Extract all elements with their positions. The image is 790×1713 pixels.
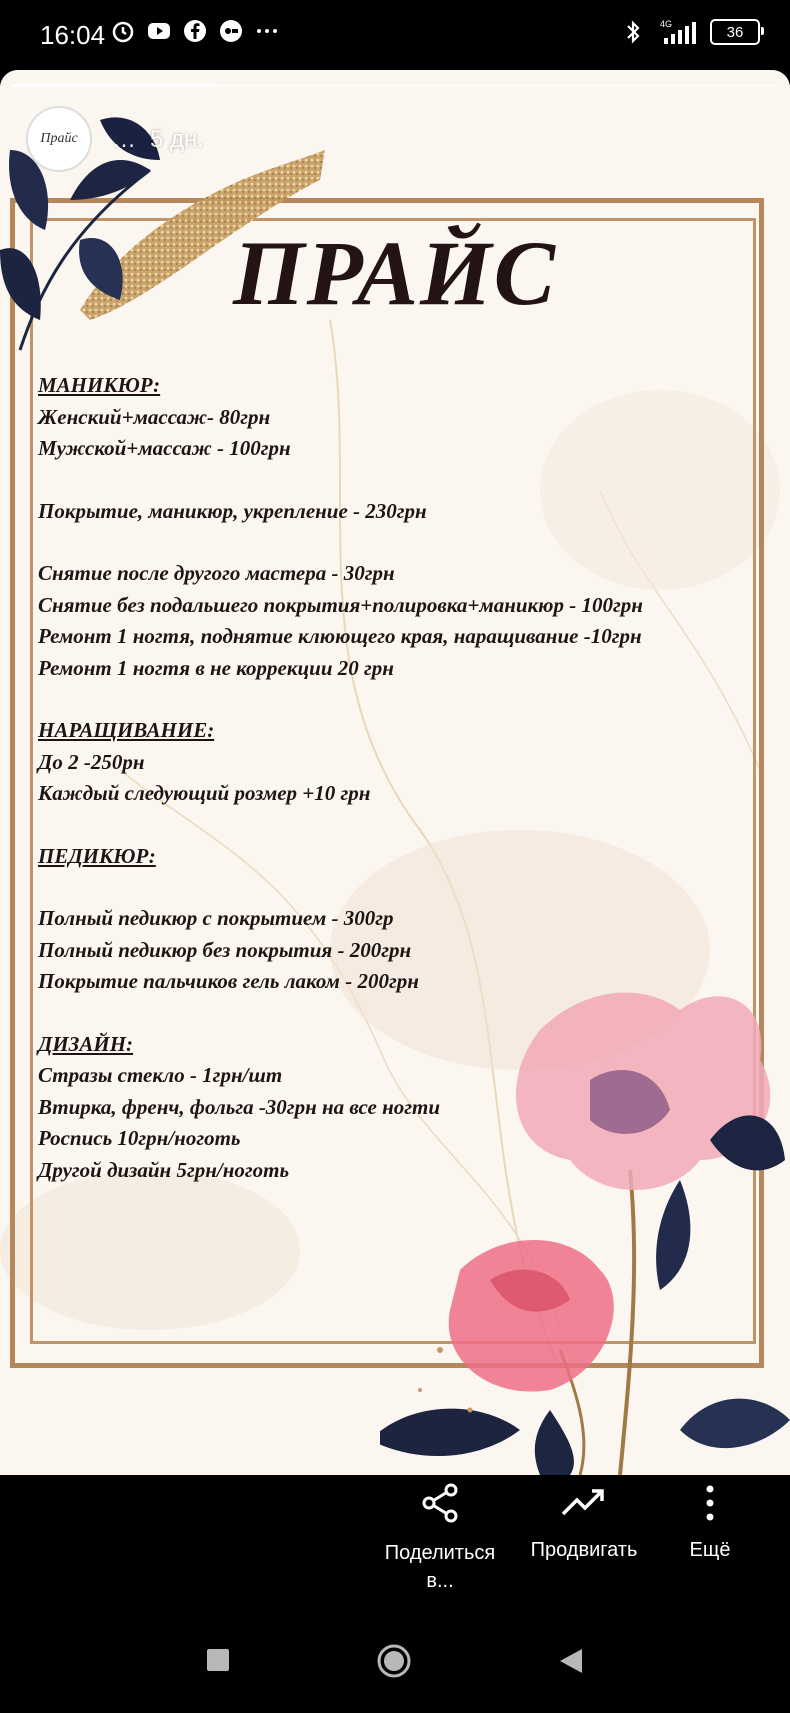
recent-apps-button[interactable] [205, 1647, 231, 1678]
more-label: Ещё [689, 1539, 731, 1561]
price-line: Роспись 10грн/ноготь [38, 1126, 241, 1150]
price-line: Женский+массаж- 80грн [38, 404, 271, 429]
notification-icons [110, 18, 280, 44]
price-line: Полный педикюр с покрытием - 300гр [38, 906, 394, 930]
more-notifications-icon [254, 18, 280, 44]
avatar-label: Прайс [40, 131, 78, 146]
spacer [38, 465, 778, 496]
spacer [38, 527, 778, 558]
more-button[interactable] [630, 1481, 790, 1562]
system-status-icons [624, 18, 760, 46]
price-line: Снятие без подальшего покрытия+полировка+маникюр - 100грн [38, 592, 643, 617]
story-progress-bar [12, 84, 778, 87]
price-line: Другой дизайн 5грн/ноготь [38, 1157, 290, 1182]
price-line: Покрытие, маникюр, укрепление - 230грн [38, 498, 427, 523]
youtube-icon [146, 18, 172, 44]
share-button[interactable] [360, 1481, 520, 1595]
back-button[interactable] [558, 1647, 584, 1680]
app-notification-icon [218, 18, 244, 44]
alarm-icon [110, 18, 136, 44]
battery-level: 36 [726, 23, 744, 41]
price-line: Каждый следующий розмер +10 грн [38, 781, 371, 805]
status-bar [0, 0, 790, 70]
watercolor-flowers [380, 970, 790, 1475]
story-meta: … 5 дн. [112, 126, 204, 153]
home-circle-icon [376, 1643, 412, 1679]
price-line: Втирка, френч, фольга -30грн на все ногти [38, 1094, 441, 1119]
story-actions-bar [0, 1475, 790, 1615]
battery-icon [710, 19, 760, 45]
share-label: Поделиться в... [384, 1542, 496, 1592]
back-triangle-icon [558, 1647, 584, 1675]
price-line: Покрытие пальчиков гель лаком - 200грн [38, 969, 419, 993]
facebook-icon [182, 18, 208, 44]
author-avatar[interactable] [26, 106, 92, 172]
price-section-heading: ПЕДИКЮР: [38, 843, 156, 868]
spacer [38, 872, 778, 903]
square-icon [205, 1647, 231, 1673]
price-section-heading: НАРАЩИВАНИЕ: [38, 718, 215, 742]
promote-label: Продвигать [530, 1539, 638, 1561]
price-line: До 2 -250рн [38, 749, 145, 774]
story-progress-fill [12, 84, 211, 87]
price-section-heading: МАНИКЮР: [38, 373, 161, 397]
price-line: Снятие после другого мастера - 30грн [38, 561, 395, 585]
price-line: Ремонт 1 ногтя в не коррекции 20 грн [38, 655, 394, 680]
price-line: Полный педикюр без покрытия - 200грн [38, 937, 412, 962]
network-type: 4G [660, 19, 673, 29]
home-button[interactable] [376, 1643, 412, 1684]
price-section-heading: ДИЗАЙН: [38, 1031, 134, 1056]
story-viewer[interactable] [0, 70, 790, 1475]
spacer [38, 684, 778, 715]
more-vertical-icon [700, 1481, 720, 1525]
system-navigation-bar [0, 1615, 790, 1713]
price-line: Ремонт 1 ногтя, поднятие клюющего края, наращивание -10грн [38, 624, 642, 648]
story-age: 5 дн. [150, 126, 204, 153]
trending-up-icon [560, 1481, 608, 1525]
price-line: Мужской+массаж - 100грн [38, 436, 291, 460]
status-time: 16:04 [40, 20, 106, 50]
signal-icon [654, 18, 698, 46]
spacer [38, 810, 778, 841]
share-icon [418, 1481, 462, 1525]
bluetooth-icon [624, 18, 642, 46]
price-list-title: ПРАЙС [233, 222, 557, 324]
price-line: Стразы стекло - 1грн/шт [38, 1063, 283, 1087]
